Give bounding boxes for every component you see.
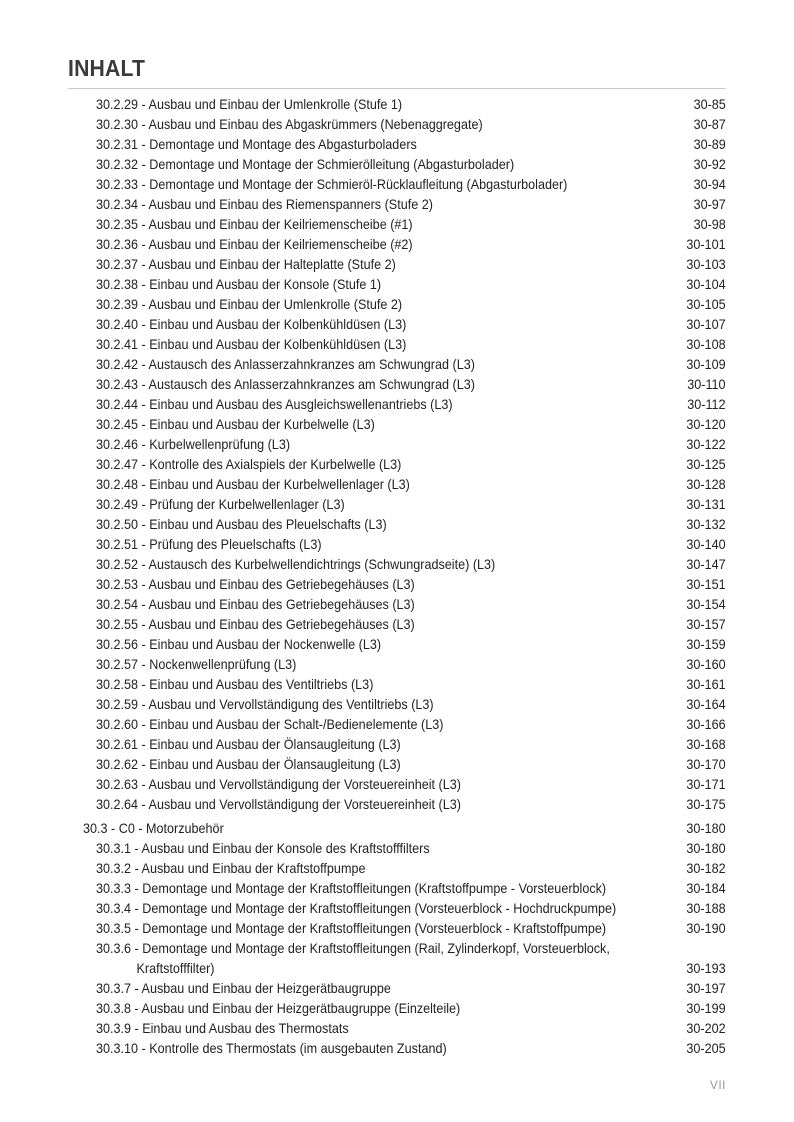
toc-entry-title: 30.3.8 - Ausbau und Einbau der Heizgerätbaugruppe (Einzelteile) bbox=[96, 1000, 461, 1016]
toc-entry-page: 30-166 bbox=[686, 716, 726, 732]
page-title: INHALT bbox=[68, 55, 146, 81]
toc-entry-title: 30.2.34 - Ausbau und Einbau des Riemenspanners (Stufe 2) bbox=[96, 196, 433, 212]
toc-entry-page: 30-175 bbox=[686, 796, 726, 812]
toc-entry[interactable] bbox=[0, 114, 794, 134]
toc-entry-title: 30.2.43 - Austausch des Anlasserzahnkranzes am Schwungrad (L3) bbox=[96, 376, 475, 392]
toc-entry[interactable] bbox=[0, 978, 794, 998]
toc-entry-title: 30.2.56 - Einbau und Ausbau der Nockenwelle (L3) bbox=[96, 636, 382, 652]
toc-entry-title: 30.2.46 - Kurbelwellenprüfung (L3) bbox=[96, 436, 291, 452]
toc-section-30-2 bbox=[0, 94, 794, 814]
toc-entry-page: 30-205 bbox=[686, 1040, 726, 1056]
toc-section-30-3 bbox=[0, 838, 794, 938]
toc-entry[interactable] bbox=[0, 674, 794, 694]
toc-entry-title: 30.2.62 - Einbau und Ausbau der Ölansaugleitung (L3) bbox=[96, 756, 401, 772]
toc-entry-page: 30-104 bbox=[686, 276, 726, 292]
toc-entry-title: 30.2.57 - Nockenwellenprüfung (L3) bbox=[96, 656, 297, 672]
toc-entry-page: 30-180 bbox=[686, 840, 726, 856]
toc-entry[interactable] bbox=[0, 274, 794, 294]
toc-entry[interactable] bbox=[0, 878, 794, 898]
toc-entry-page: 30-147 bbox=[686, 556, 726, 572]
toc-entry-title: 30.2.45 - Einbau und Ausbau der Kurbelwelle (L3) bbox=[96, 416, 375, 432]
toc-entry-title: 30.2.42 - Austausch des Anlasserzahnkranzes am Schwungrad (L3) bbox=[96, 356, 475, 372]
toc-entry[interactable] bbox=[0, 494, 794, 514]
toc-entry-page: 30-103 bbox=[686, 256, 726, 272]
toc-entry-title: 30.2.51 - Prüfung des Pleuelschafts (L3) bbox=[96, 536, 322, 552]
toc-entry-page: 30-154 bbox=[686, 596, 726, 612]
toc-entry-page: 30-132 bbox=[686, 516, 726, 532]
toc-entry-page: 30-160 bbox=[686, 656, 726, 672]
toc-entry-title: 30.2.60 - Einbau und Ausbau der Schalt-/Bedienelemente (L3) bbox=[96, 716, 444, 732]
toc-entry[interactable] bbox=[0, 774, 794, 794]
toc-entry-title: 30.2.33 - Demontage und Montage der Schmieröl-Rücklaufleitung (Abgasturbolader) bbox=[96, 176, 568, 192]
toc-entry[interactable] bbox=[0, 454, 794, 474]
toc-entry-title: 30.2.32 - Demontage und Montage der Schmierölleitung (Abgasturbolader) bbox=[96, 156, 515, 172]
toc-entry[interactable] bbox=[0, 754, 794, 774]
toc-entry[interactable] bbox=[0, 214, 794, 234]
toc-entry[interactable] bbox=[0, 234, 794, 254]
toc-entry[interactable] bbox=[0, 94, 794, 114]
toc-entry-title: 30.3.2 - Ausbau und Einbau der Kraftstoffpumpe bbox=[96, 860, 366, 876]
toc-entry-title: 30.2.64 - Ausbau und Vervollständigung der Vorsteuereinheit (L3) bbox=[96, 796, 461, 812]
toc-entry-page: 30-109 bbox=[686, 356, 726, 372]
toc-entry[interactable] bbox=[0, 594, 794, 614]
toc-entry-page: 30-122 bbox=[686, 436, 726, 452]
toc-entry[interactable] bbox=[0, 998, 794, 1018]
toc-entry-title: 30.2.50 - Einbau und Ausbau des Pleuelschafts (L3) bbox=[96, 516, 387, 532]
toc-entry[interactable] bbox=[0, 174, 794, 194]
toc-entry[interactable] bbox=[0, 734, 794, 754]
toc-entry[interactable] bbox=[0, 1018, 794, 1038]
toc-entry-page: 30-87 bbox=[693, 116, 726, 132]
toc-entry-title: 30.2.52 - Austausch des Kurbelwellendichtrings (Schwungradseite) (L3) bbox=[96, 556, 496, 572]
toc-entry-title: 30.3.5 - Demontage und Montage der Kraftstoffleitungen (Vorsteuerblock - Kraftstoffpumpe) bbox=[96, 920, 607, 936]
toc-entry-page: 30-161 bbox=[686, 676, 726, 692]
toc-entry[interactable] bbox=[0, 394, 794, 414]
toc-entry-page: 30-197 bbox=[686, 980, 726, 996]
toc-entry[interactable] bbox=[0, 694, 794, 714]
toc-entry[interactable] bbox=[0, 534, 794, 554]
toc-entry-title: 30.2.40 - Einbau und Ausbau der Kolbenkühldüsen (L3) bbox=[96, 316, 407, 332]
toc-entry-page: 30-94 bbox=[693, 176, 726, 192]
toc-entry-title: 30.2.53 - Ausbau und Einbau des Getriebegehäuses (L3) bbox=[96, 576, 415, 592]
toc-entry[interactable] bbox=[0, 154, 794, 174]
toc-heading-30-3[interactable] bbox=[0, 818, 794, 838]
toc-entry[interactable] bbox=[0, 858, 794, 878]
toc-entry[interactable] bbox=[0, 334, 794, 354]
toc-entry[interactable] bbox=[0, 838, 794, 858]
toc-entry-page: 30-97 bbox=[693, 196, 726, 212]
toc-entry-page: 30-105 bbox=[686, 296, 726, 312]
toc-entry[interactable] bbox=[0, 1038, 794, 1058]
toc-entry-title-line1: 30.3.6 - Demontage und Montage der Kraftstoffleitungen (Rail, Zylinderkopf, Vorsteuerblock, bbox=[96, 940, 610, 956]
toc-entry[interactable] bbox=[0, 614, 794, 634]
toc-entry-page: 30-89 bbox=[693, 136, 726, 152]
toc-entry-page: 30-193 bbox=[686, 960, 726, 976]
toc-entry-page: 30-98 bbox=[693, 216, 726, 232]
toc-heading-page: 30-180 bbox=[686, 820, 726, 836]
toc-section-30-3-continued bbox=[0, 978, 794, 1058]
toc-entry-page: 30-140 bbox=[686, 536, 726, 552]
toc-entry[interactable] bbox=[0, 254, 794, 274]
toc-entry-title: 30.2.41 - Einbau und Ausbau der Kolbenkühldüsen (L3) bbox=[96, 336, 407, 352]
toc-entry-page: 30-85 bbox=[693, 96, 726, 112]
toc-entry-page: 30-199 bbox=[686, 1000, 726, 1016]
toc-entry-title: 30.3.4 - Demontage und Montage der Kraftstoffleitungen (Vorsteuerblock - Hochdruckpumpe) bbox=[96, 900, 617, 916]
toc-entry[interactable] bbox=[0, 574, 794, 594]
toc-entry-title: 30.3.7 - Ausbau und Einbau der Heizgerätbaugruppe bbox=[96, 980, 391, 996]
toc-entry-title: 30.3.9 - Einbau und Ausbau des Thermostats bbox=[96, 1020, 349, 1036]
toc-entry-title: 30.2.61 - Einbau und Ausbau der Ölansaugleitung (L3) bbox=[96, 736, 401, 752]
toc-entry-title: 30.2.48 - Einbau und Ausbau der Kurbelwellenlager (L3) bbox=[96, 476, 410, 492]
toc-entry-title: 30.2.59 - Ausbau und Vervollständigung des Ventiltriebs (L3) bbox=[96, 696, 434, 712]
toc-entry[interactable] bbox=[0, 554, 794, 574]
toc-entry-title: 30.2.37 - Ausbau und Einbau der Halteplatte (Stufe 2) bbox=[96, 256, 396, 272]
toc-entry-wrapped[interactable] bbox=[0, 938, 794, 978]
toc-entry-title bbox=[96, 938, 672, 978]
toc-entry-title: 30.2.44 - Einbau und Ausbau des Ausgleichswellenantriebs (L3) bbox=[96, 396, 453, 412]
toc-entry[interactable] bbox=[0, 898, 794, 918]
toc-entry-title: 30.3.10 - Kontrolle des Thermostats (im ausgebauten Zustand) bbox=[96, 1040, 447, 1056]
toc-entry[interactable] bbox=[0, 794, 794, 814]
toc-entry-page: 30-120 bbox=[686, 416, 726, 432]
toc-entry-page: 30-101 bbox=[686, 236, 726, 252]
toc-entry-title: 30.2.30 - Ausbau und Einbau des Abgaskrümmers (Nebenaggregate) bbox=[96, 116, 483, 132]
toc-entry[interactable] bbox=[0, 414, 794, 434]
toc-entry[interactable] bbox=[0, 434, 794, 454]
toc-entry[interactable] bbox=[0, 134, 794, 154]
toc-entry-page: 30-108 bbox=[686, 336, 726, 352]
toc-entry-page: 30-202 bbox=[686, 1020, 726, 1036]
toc-entry-page: 30-157 bbox=[686, 616, 726, 632]
toc-entry-page: 30-110 bbox=[687, 376, 726, 392]
toc-entry-page: 30-128 bbox=[686, 476, 726, 492]
toc-entry-page: 30-125 bbox=[686, 456, 726, 472]
toc-entry-title: 30.2.29 - Ausbau und Einbau der Umlenkrolle (Stufe 1) bbox=[96, 96, 403, 112]
toc-entry[interactable] bbox=[0, 514, 794, 534]
toc-entry-title: 30.2.55 - Ausbau und Einbau des Getriebegehäuses (L3) bbox=[96, 616, 415, 632]
toc-entry-title: 30.2.35 - Ausbau und Einbau der Keilriemenscheibe (#1) bbox=[96, 216, 413, 232]
toc-entry-page: 30-188 bbox=[686, 900, 726, 916]
toc-entry[interactable] bbox=[0, 294, 794, 314]
toc-entry[interactable] bbox=[0, 714, 794, 734]
toc-entry[interactable] bbox=[0, 654, 794, 674]
toc-entry-title: 30.2.31 - Demontage und Montage des Abgasturboladers bbox=[96, 136, 417, 152]
toc-entry[interactable] bbox=[0, 194, 794, 214]
toc-entry-title: 30.2.36 - Ausbau und Einbau der Keilriemenscheibe (#2) bbox=[96, 236, 413, 252]
toc-entry-page: 30-112 bbox=[687, 396, 726, 412]
toc-entry-title: 30.2.38 - Einbau und Ausbau der Konsole (Stufe 1) bbox=[96, 276, 382, 292]
toc-entry[interactable] bbox=[0, 374, 794, 394]
toc-entry-page: 30-107 bbox=[686, 316, 726, 332]
toc-entry-page: 30-151 bbox=[686, 576, 726, 592]
toc-entry[interactable] bbox=[0, 474, 794, 494]
toc-entry-page: 30-170 bbox=[686, 756, 726, 772]
toc-entry-page: 30-92 bbox=[693, 156, 726, 172]
toc-entry-title: 30.2.54 - Ausbau und Einbau des Getriebegehäuses (L3) bbox=[96, 596, 415, 612]
toc-entry[interactable] bbox=[0, 634, 794, 654]
toc-entry-title: 30.3.1 - Ausbau und Einbau der Konsole des Kraftstofffilters bbox=[96, 840, 430, 856]
toc-entry-page: 30-184 bbox=[686, 880, 726, 896]
toc-heading-title: 30.3 - C0 - Motorzubehör bbox=[83, 820, 224, 836]
toc-entry-page: 30-171 bbox=[686, 776, 726, 792]
toc-entry-page: 30-159 bbox=[686, 636, 726, 652]
page-number: VII bbox=[709, 1078, 726, 1092]
toc-entry-page: 30-190 bbox=[686, 920, 726, 936]
title-divider bbox=[68, 88, 726, 89]
toc-entry-page: 30-164 bbox=[686, 696, 726, 712]
table-of-contents bbox=[0, 94, 794, 1058]
toc-entry[interactable] bbox=[0, 354, 794, 374]
toc-entry-title-line2: Kraftstofffilter) bbox=[136, 960, 215, 976]
toc-entry-title: 30.2.39 - Ausbau und Einbau der Umlenkrolle (Stufe 2) bbox=[96, 296, 403, 312]
toc-entry-title: 30.2.49 - Prüfung der Kurbelwellenlager (L3) bbox=[96, 496, 345, 512]
toc-entry-page: 30-131 bbox=[686, 496, 726, 512]
toc-entry-page: 30-182 bbox=[686, 860, 726, 876]
toc-entry-title: 30.2.47 - Kontrolle des Axialspiels der Kurbelwelle (L3) bbox=[96, 456, 402, 472]
toc-entry[interactable] bbox=[0, 918, 794, 938]
toc-entry-page: 30-168 bbox=[686, 736, 726, 752]
toc-entry-title: 30.3.3 - Demontage und Montage der Kraftstoffleitungen (Kraftstoffpumpe - Vorsteuerblock) bbox=[96, 880, 607, 896]
toc-entry-title: 30.2.63 - Ausbau und Vervollständigung der Vorsteuereinheit (L3) bbox=[96, 776, 461, 792]
toc-entry[interactable] bbox=[0, 314, 794, 334]
toc-entry-title: 30.2.58 - Einbau und Ausbau des Ventiltriebs (L3) bbox=[96, 676, 374, 692]
